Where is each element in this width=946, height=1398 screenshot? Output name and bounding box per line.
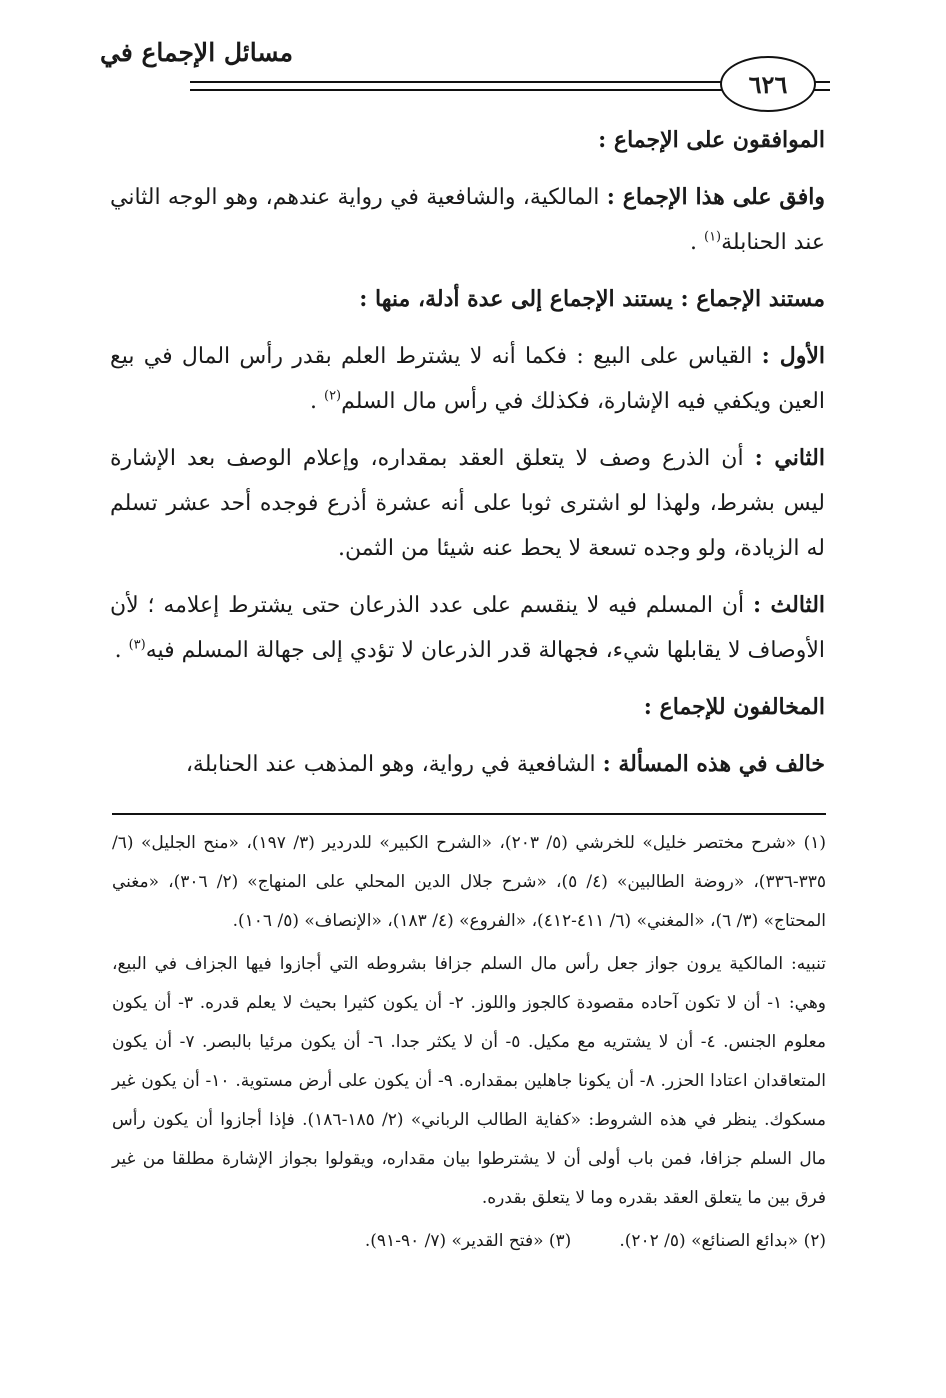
footnotes <box>112 824 826 1261</box>
footnote-ref: (٢) <box>323 388 342 404</box>
footnote-separator <box>112 813 826 815</box>
footnote: (١) «شرح مختصر خليل» للخرشي (٥/ ٢٠٣)، «الشرح الكبير» للدردير (٣/ ١٩٧)، «منح الجليل» (٦/ ٣٣٥-٣٣٦)، «روضة الطالبين» (٤/ ٥)، «شرح جلال الدين المحلي على المنهاج» (٢/ ٣٠٦)، «مغني المحتاج» (٣/ ٦)، «المغني» (٦/ ٤١١-٤١٢)، «الفروع» (٤/ ١٨٣)، «الإنصاف» (٥/ ١٠٦). <box>112 833 827 931</box>
footnote-ref: (٣) <box>128 637 146 653</box>
paragraph: الأول : القياس على البيع : فكما أنه لا يشترط العلم بقدر رأس المال في بيع العين ويكفي فيه الإشارة، فكذلك في رأس مال السلم$^{(٢)}$ . <box>110 343 825 414</box>
paragraph: وافق على هذا الإجماع : المالكية، والشافعية في رواية عندهم، وهو الوجه الثاني عند الحنابلة$^{(١)}$ . <box>110 184 825 255</box>
paragraph: الثالث : أن المسلم فيه لا ينقسم على عدد الذرعان حتى يشترط إعلامه ؛ لأن الأوصاف لا يقابلها شيء، فجهالة قدر الذرعان لا تؤدي إلى جهالة المسلم فيه$^{(٣)}$ . <box>110 592 826 663</box>
section-heading: الموافقون على الإجماع : <box>598 127 825 153</box>
running-title: مسائل الإجماع في <box>100 38 294 67</box>
paragraph: الثاني : أن الذرع وصف لا يتعلق العقد بمقداره، وإعلام الوصف بعد الإشارة ليس بشرط، ولهذا لو اشترى ثوبا على أنه عشرة أذرع فوجده أحد عشر تسلم له الزيادة، ولو وجده تسعة لا يحط عنه شيئا من الثمن. <box>110 445 825 561</box>
footnote: (٢) «بدائع الصنائع» (٥/ ٢٠٢). <box>619 1231 826 1251</box>
section-heading: المخالفون للإجماع : <box>643 694 825 720</box>
page-header <box>100 36 830 106</box>
paragraph: خالف في هذه المسألة : الشافعية في رواية، وهو المذهب عند الحنابلة، <box>185 751 825 777</box>
footnote-note: تنبيه: المالكية يرون جواز جعل رأس مال السلم جزافا بشروطه التي أجازوا فيها الجزاف في البيع، وهي: ١- أن لا تكون آحاده مقصودة كالجوز واللوز. ٢- أن يكون كثيرا بحيث لا يعلم قدره. ٣- أن يكون معلوم الجنس. ٤- أن لا يشتريه مع مكيل. ٥- أن لا يكثر جدا. ٦- أن يكون مرئيا بالبصر. ٧- أن يكون المتعاقدان اعتادا الحزر. ٨- أن يكونا جاهلين بمقداره. ٩- أن يكون على أرض مستوية. ١٠- أن يكون غير مسكوك. ينظر في هذه الشروط: «كفاية الطالب الرباني» (٢/ ١٨٥-١٨٦). فإذا أجازوا أن يكون رأس مال السلم جزافا، فمن باب أولى أن لا يشترطوا بيان مقداره، ويقولوا بجواز الإشارة مطلقا من غير فرق بين ما يتعلق العقد بقدره وما لا يتعلق بقدره. <box>112 954 826 1208</box>
footnote-row <box>112 1222 826 1261</box>
footnote: (٣) «فتح القدير» (٧/ ٩٠-٩١). <box>364 1231 572 1251</box>
page-number: ٦٢٦ <box>720 56 816 112</box>
main-text <box>110 118 825 799</box>
section-heading: مستند الإجماع : يستند الإجماع إلى عدة أدلة، منها : <box>359 286 825 312</box>
footnote-ref: (١) <box>703 229 722 245</box>
